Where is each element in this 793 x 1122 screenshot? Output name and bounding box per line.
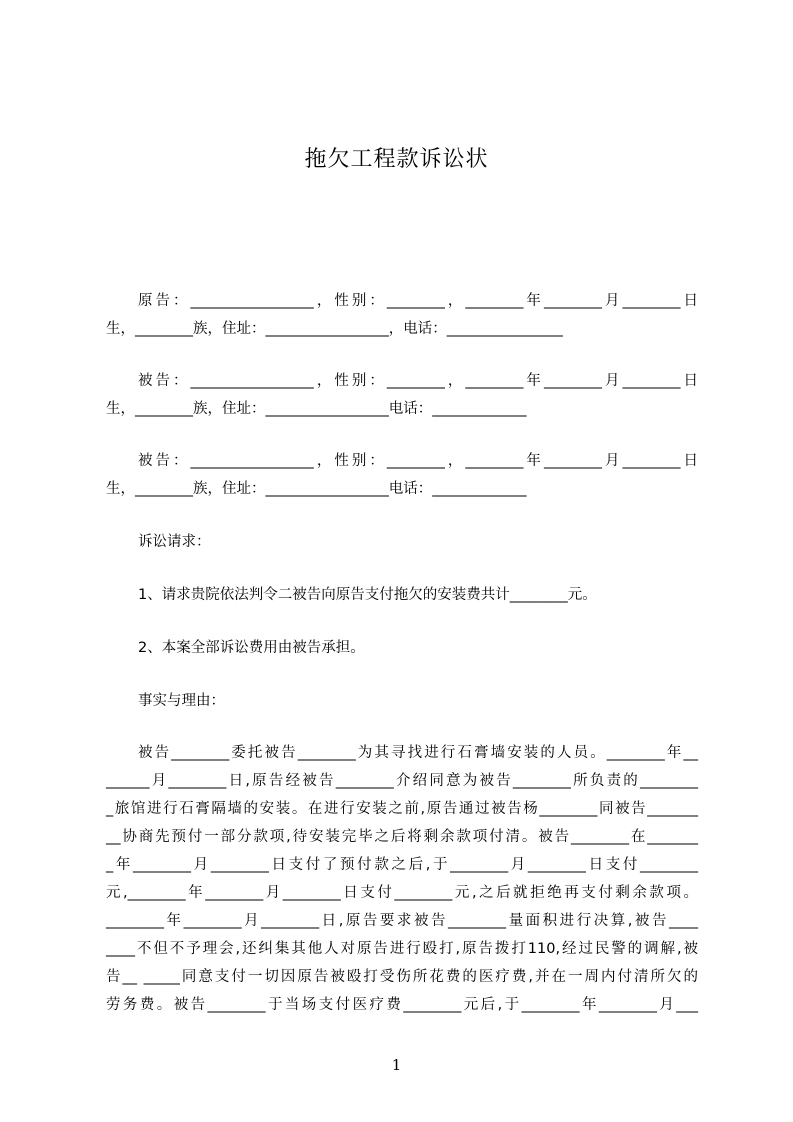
plaintiff-line-1: 原告：_________________，性别：________，________年________月________日 [138,293,698,309]
page-title: 拖欠工程款诉讼状 [304,147,489,172]
facts-line: ____不但不予理会,还纠集其他人对原告进行殴打,原告拨打110,经过民警的调解,被 [106,941,698,957]
claim-1: 1、请求贵院依法判令二被告向原告支付拖欠的安装费共计________元。 [138,587,597,603]
facts-line: 元,________年________月________日支付________元,之后就拒绝再支付剩余款项。 [106,885,698,901]
defendant2-line-2: 生，________族，住址：_________________电话：_____________ [106,481,527,497]
facts-line: 劳务费。被告________于当场支付医疗费________元后,于________年________月___ [106,997,698,1013]
claims-heading: 诉讼请求： [138,534,211,550]
facts-line: 被告________委托被告________为其寻找进行石膏墙安装的人员。________年__ [138,745,698,761]
facts-line: 告__ _____同意支付一切因原告被殴打受伤所花费的医疗费,并在一周内付清所欠的 [106,969,698,985]
facts-line: ______月________日,原告经被告________介绍同意为被告________所负责的________ [106,773,698,789]
facts-line: _年________月________日支付了预付款之后,于________月________日支付________ [106,857,698,873]
claim-2: 2、本案全部诉讼费用由被告承担。 [138,640,365,656]
page-number: 1 [391,1056,402,1074]
facts-heading: 事实与理由： [138,693,225,709]
plaintiff-line-2: 生，________族，住址：_________________，电话：________________ [106,321,563,337]
facts-line: _旅馆进行石膏隔墙的安装。在进行安装之前,原告通过被告杨________同被告_______ [106,801,698,817]
defendant1-line-1: 被告：_________________，性别：________，________年________月________日 [138,373,698,389]
facts-line: __协商先预付一部分款项,待安装完毕之后将剩余款项付清。被告________在_______ [106,829,698,845]
defendant1-line-2: 生，________族，住址：_________________电话：_____________ [106,401,527,417]
defendant2-line-1: 被告：_________________，性别：________，________年________月________日 [138,453,698,469]
facts-line: ________年________月________日,原告要求被告________量面积进行决算,被告____ [106,913,698,929]
